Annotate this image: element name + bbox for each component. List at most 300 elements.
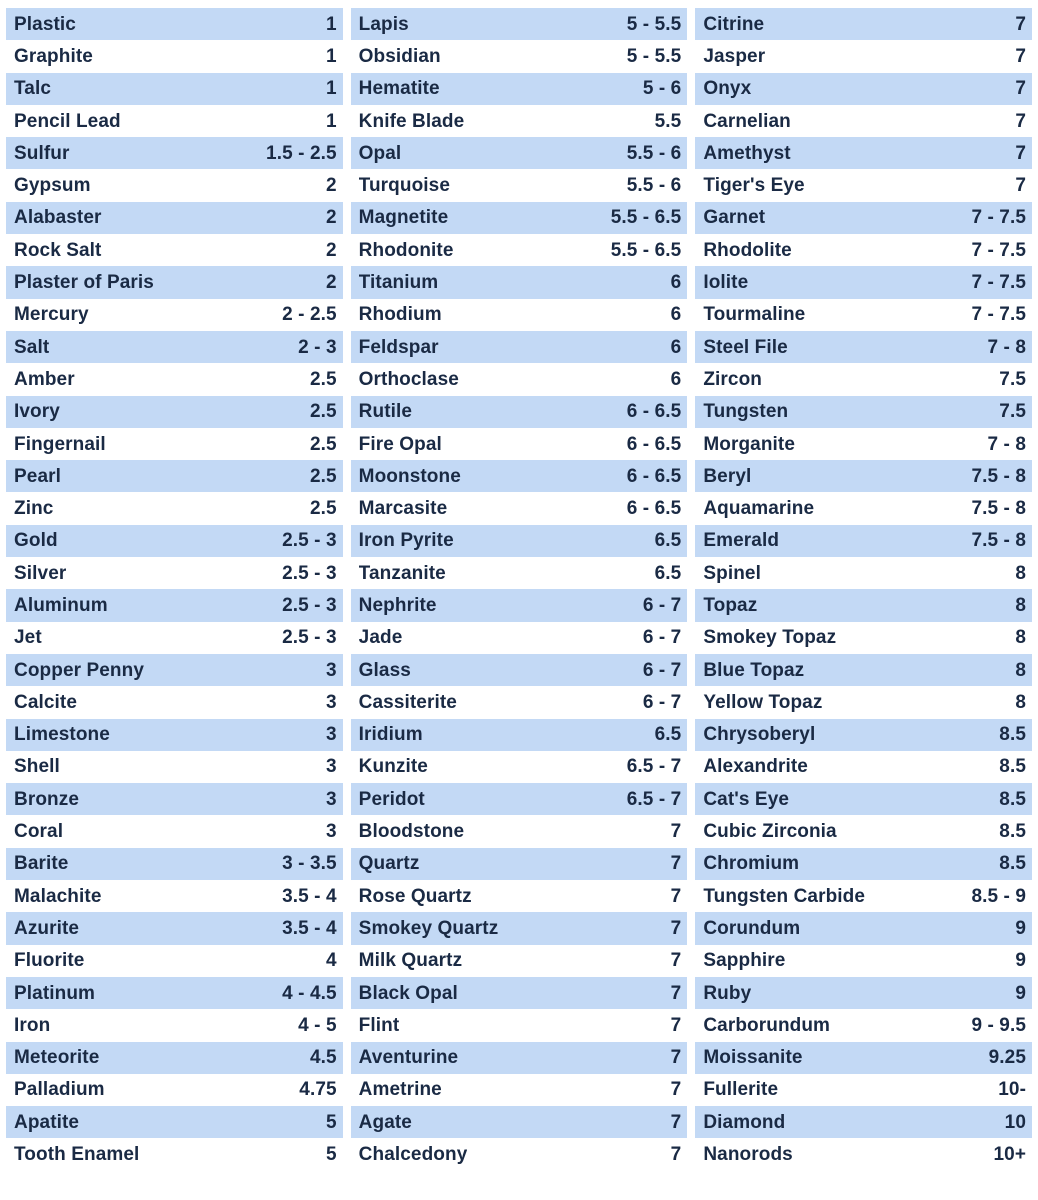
material-name: Knife Blade [358,111,465,131]
material-name: Alabaster [14,208,102,228]
material-name: Nanorods [703,1145,793,1165]
hardness-value: 5.5 - 6.5 [610,207,682,229]
hardness-value: 2.5 - 3 [282,594,337,616]
table-row [695,848,1032,880]
hardness-value: 9 [1015,917,1027,939]
hardness-value: 7 - 8 [987,433,1027,455]
material-name: Palladium [14,1080,105,1100]
table-row [695,686,1032,718]
material-name: Chrysoberyl [703,725,816,745]
table-row [351,396,688,428]
hardness-value: 7 [670,1014,682,1036]
table-row [695,331,1032,363]
hardness-value: 2.5 [309,401,337,423]
material-name: Tanzanite [358,563,446,583]
material-name: Smokey Topaz [703,628,837,648]
table-row [6,492,343,524]
hardness-value: 7 [670,917,682,939]
material-name: Tungsten [703,402,789,422]
table-row [6,137,343,169]
table-row [695,1138,1032,1170]
material-name: Limestone [14,725,110,745]
table-row [351,1138,688,1170]
table-row [351,202,688,234]
table-row [351,525,688,557]
material-name: Corundum [703,918,801,938]
hardness-value: 2.5 [309,368,337,390]
table-row [695,1009,1032,1041]
table-row [6,912,343,944]
material-name: Talc [14,79,52,99]
hardness-value: 6 - 7 [642,691,682,713]
hardness-value: 2 [326,175,337,197]
table-row [351,912,688,944]
hardness-value: 3.5 - 4 [282,885,337,907]
table-row [6,266,343,298]
table-row [6,202,343,234]
material-name: Zircon [703,369,763,389]
material-name: Tungsten Carbide [703,886,866,906]
material-name: Apatite [14,1112,80,1132]
table-row [351,815,688,847]
table-row [351,686,688,718]
table-row [695,880,1032,912]
material-name: Flint [358,1015,400,1035]
material-name: Iron Pyrite [358,531,454,551]
hardness-value: 9 [1015,982,1027,1004]
material-name: Emerald [703,531,780,551]
hardness-value: 10 [1004,1111,1027,1133]
material-name: Steel File [703,337,788,357]
material-name: Titanium [358,273,439,293]
hardness-value: 7 [670,1079,682,1101]
material-name: Gypsum [14,176,91,196]
hardness-value: 2 [326,239,337,261]
table-row [6,299,343,331]
material-name: Iolite [703,273,749,293]
material-name: Sulfur [14,143,70,163]
material-name: Spinel [703,563,761,583]
material-name: Bronze [14,789,79,809]
hardness-value: 5.5 - 6 [626,142,682,164]
hardness-value: 3 [326,691,337,713]
table-row [695,202,1032,234]
hardness-value: 5 - 5.5 [626,45,682,67]
material-name: Morganite [703,434,796,454]
hardness-value: 7.5 - 8 [971,530,1027,552]
hardness-value: 7 [1015,110,1027,132]
material-name: Rutile [358,402,413,422]
hardness-value: 5 - 5.5 [626,13,682,35]
table-row [6,428,343,460]
table-row [6,622,343,654]
hardness-value: 5.5 - 6.5 [610,239,682,261]
table-row [6,880,343,912]
hardness-value: 7 - 7.5 [971,272,1027,294]
material-name: Tiger's Eye [703,176,805,196]
hardness-value: 2.5 [309,498,337,520]
table-row [351,40,688,72]
hardness-value: 9.25 [988,1047,1027,1069]
material-name: Jet [14,628,42,648]
hardness-value: 1 [326,78,337,100]
material-name: Aventurine [358,1048,459,1068]
hardness-value: 7.5 [999,368,1027,390]
table-row [695,137,1032,169]
hardness-value: 2.5 - 3 [282,530,337,552]
hardness-value: 7 [1015,142,1027,164]
material-name: Blue Topaz [703,660,805,680]
material-name: Barite [14,854,69,874]
material-name: Fullerite [703,1080,779,1100]
material-name: Pearl [14,466,61,486]
hardness-value: 10- [998,1079,1027,1101]
material-name: Platinum [14,983,96,1003]
material-name: Nephrite [358,595,437,615]
table-row [6,654,343,686]
material-name: Mercury [14,305,89,325]
material-name: Cubic Zirconia [703,822,837,842]
table-row [6,686,343,718]
hardness-value: 7 [670,821,682,843]
table-row [695,654,1032,686]
table-row [695,266,1032,298]
material-name: Rock Salt [14,240,102,260]
material-name: Opal [358,143,402,163]
hardness-value: 3.5 - 4 [282,917,337,939]
hardness-value: 6.5 - 7 [626,756,682,778]
hardness-value: 2.5 [309,465,337,487]
table-row [695,363,1032,395]
table-row [695,1074,1032,1106]
hardness-value: 1 [326,13,337,35]
table-row [695,234,1032,266]
table-row [351,557,688,589]
material-name: Copper Penny [14,660,144,680]
table-row [6,1074,343,1106]
hardness-value: 4 [326,950,337,972]
hardness-value: 1 [326,45,337,67]
table-row [6,783,343,815]
table-row [695,751,1032,783]
material-name: Glass [358,660,411,680]
hardness-value: 2 [326,272,337,294]
hardness-value: 7 [1015,45,1027,67]
hardness-value: 2 - 2.5 [282,304,337,326]
hardness-value: 2.5 - 3 [282,627,337,649]
table-row [6,1138,343,1170]
hardness-value: 7.5 - 8 [971,498,1027,520]
table-row [695,815,1032,847]
table-row [351,654,688,686]
hardness-value: 6 - 6.5 [626,401,682,423]
hardness-value: 6 - 6.5 [626,433,682,455]
material-name: Rhodonite [358,240,454,260]
hardness-value: 6 - 7 [642,627,682,649]
material-name: Jade [358,628,403,648]
table-row [695,719,1032,751]
material-name: Obsidian [358,46,441,66]
material-name: Kunzite [358,757,428,777]
material-name: Yellow Topaz [703,692,823,712]
table-row [6,815,343,847]
table-row [6,73,343,105]
table-row [6,557,343,589]
hardness-value: 9 - 9.5 [971,1014,1027,1036]
table-row [6,460,343,492]
hardness-value: 7 - 7.5 [971,239,1027,261]
table-row [6,1042,343,1074]
table-row [695,105,1032,137]
hardness-value: 6 [670,304,682,326]
table-row [351,945,688,977]
table-column-2 [351,8,688,1194]
table-column-1 [6,8,343,1194]
material-name: Fingernail [14,434,106,454]
table-row [695,396,1032,428]
hardness-value: 8 [1015,594,1027,616]
hardness-value: 4 - 4.5 [282,982,337,1004]
hardness-value: 3 [326,821,337,843]
table-row [6,1009,343,1041]
hardness-value: 6 - 6.5 [626,465,682,487]
hardness-value: 7 - 7.5 [971,304,1027,326]
hardness-value: 1.5 - 2.5 [266,142,337,164]
table-row [695,525,1032,557]
table-row [351,589,688,621]
hardness-value: 3 [326,756,337,778]
table-row [6,848,343,880]
table-row [695,169,1032,201]
hardness-value: 7 [670,982,682,1004]
hardness-value: 7.5 [999,401,1027,423]
hardness-value: 4.5 [309,1047,337,1069]
material-name: Amber [14,369,75,389]
hardness-value: 7 [670,1111,682,1133]
material-name: Turquoise [358,176,450,196]
hardness-value: 6.5 [654,724,682,746]
hardness-value: 5 - 6 [642,78,682,100]
hardness-value: 7 [1015,78,1027,100]
hardness-value: 7 [670,885,682,907]
material-name: Beryl [703,466,752,486]
hardness-value: 8 [1015,562,1027,584]
hardness-value: 2 [326,207,337,229]
table-row [6,105,343,137]
hardness-value: 3 - 3.5 [282,853,337,875]
table-row [351,1042,688,1074]
hardness-value: 3 [326,788,337,810]
table-row [6,751,343,783]
table-row [695,1042,1032,1074]
material-name: Graphite [14,46,93,66]
material-name: Carborundum [703,1015,831,1035]
hardness-value: 8 [1015,659,1027,681]
material-name: Meteorite [14,1048,100,1068]
table-row [351,1106,688,1138]
material-name: Chromium [703,854,800,874]
table-row [695,622,1032,654]
material-name: Pencil Lead [14,111,121,131]
hardness-value: 6.5 - 7 [626,788,682,810]
hardness-value: 7 - 7.5 [971,207,1027,229]
table-row [351,1009,688,1041]
hardness-value: 6 - 6.5 [626,498,682,520]
table-row [351,977,688,1009]
hardness-value: 7 [670,1047,682,1069]
material-name: Rhodolite [703,240,792,260]
material-name: Coral [14,822,64,842]
hardness-value: 10+ [993,1144,1027,1166]
material-name: Iridium [358,725,423,745]
table-row [351,8,688,40]
material-name: Lapis [358,14,409,34]
table-row [351,363,688,395]
table-row [695,1106,1032,1138]
material-name: Zinc [14,499,54,519]
table-row [695,460,1032,492]
hardness-value: 4.75 [299,1079,337,1101]
hardness-value: 5 [326,1111,337,1133]
hardness-value: 7 - 8 [987,336,1027,358]
table-row [351,622,688,654]
table-row [695,557,1032,589]
table-row [6,589,343,621]
material-name: Peridot [358,789,425,809]
material-name: Calcite [14,692,78,712]
table-row [6,8,343,40]
table-row [351,1074,688,1106]
table-row [351,492,688,524]
material-name: Aquamarine [703,499,815,519]
hardness-value: 8.5 [999,788,1027,810]
hardness-value: 6.5 [654,562,682,584]
material-name: Orthoclase [358,369,459,389]
hardness-value: 3 [326,659,337,681]
material-name: Gold [14,531,58,551]
material-name: Diamond [703,1112,786,1132]
table-row [695,977,1032,1009]
material-name: Tooth Enamel [14,1145,140,1165]
hardness-value: 7 [670,853,682,875]
hardness-value: 1 [326,110,337,132]
material-name: Sapphire [703,951,786,971]
hardness-value: 8.5 - 9 [971,885,1027,907]
material-name: Shell [14,757,60,777]
hardness-value: 8.5 [999,724,1027,746]
table-row [6,1106,343,1138]
hardness-value: 6 - 7 [642,659,682,681]
table-row [695,299,1032,331]
table-row [695,73,1032,105]
table-row [695,40,1032,72]
table-row [351,137,688,169]
table-row [695,912,1032,944]
material-name: Garnet [703,208,766,228]
hardness-value: 7 [670,1144,682,1166]
hardness-value: 2.5 [309,433,337,455]
material-name: Milk Quartz [358,951,463,971]
hardness-value: 6 [670,368,682,390]
material-name: Carnelian [703,111,791,131]
hardness-value: 6.5 [654,530,682,552]
material-name: Salt [14,337,50,357]
material-name: Chalcedony [358,1145,468,1165]
material-name: Ruby [703,983,752,1003]
table-row [351,460,688,492]
material-name: Quartz [358,854,420,874]
hardness-value: 6 [670,336,682,358]
table-row [351,428,688,460]
hardness-value: 8.5 [999,756,1027,778]
table-column-3 [695,8,1032,1194]
table-row [6,719,343,751]
hardness-value: 8.5 [999,821,1027,843]
material-name: Agate [358,1112,412,1132]
material-name: Moonstone [358,466,461,486]
hardness-value: 5.5 [654,110,682,132]
material-name: Smokey Quartz [358,918,499,938]
hardness-value: 4 - 5 [298,1014,337,1036]
hardness-value: 7 [1015,175,1027,197]
table-row [351,73,688,105]
table-row [6,331,343,363]
hardness-value: 2.5 - 3 [282,562,337,584]
material-name: Magnetite [358,208,449,228]
table-row [6,363,343,395]
material-name: Silver [14,563,67,583]
table-row [6,396,343,428]
table-row [351,751,688,783]
material-name: Iron [14,1015,51,1035]
table-row [695,8,1032,40]
material-name: Rose Quartz [358,886,472,906]
material-name: Amethyst [703,143,791,163]
hardness-value: 6 - 7 [642,594,682,616]
hardness-value: 3 [326,724,337,746]
table-row [351,848,688,880]
material-name: Black Opal [358,983,458,1003]
material-name: Plastic [14,14,76,34]
hardness-value: 7 [1015,13,1027,35]
table-row [351,783,688,815]
material-name: Cat's Eye [703,789,790,809]
material-name: Azurite [14,918,80,938]
hardness-value: 2 - 3 [298,336,337,358]
table-row [351,299,688,331]
table-row [351,331,688,363]
table-row [695,589,1032,621]
material-name: Plaster of Paris [14,273,154,293]
material-name: Moissanite [703,1048,803,1068]
hardness-value: 6 [670,272,682,294]
hardness-value: 5.5 - 6 [626,175,682,197]
hardness-value: 8 [1015,627,1027,649]
table-row [695,945,1032,977]
material-name: Citrine [703,14,765,34]
material-name: Topaz [703,595,758,615]
material-name: Onyx [703,79,752,99]
table-row [351,719,688,751]
table-row [695,492,1032,524]
material-name: Rhodium [358,305,442,325]
hardness-value: 9 [1015,950,1027,972]
material-name: Cassiterite [358,692,457,712]
table-row [351,105,688,137]
material-name: Bloodstone [358,822,465,842]
table-row [351,234,688,266]
table-row [6,977,343,1009]
